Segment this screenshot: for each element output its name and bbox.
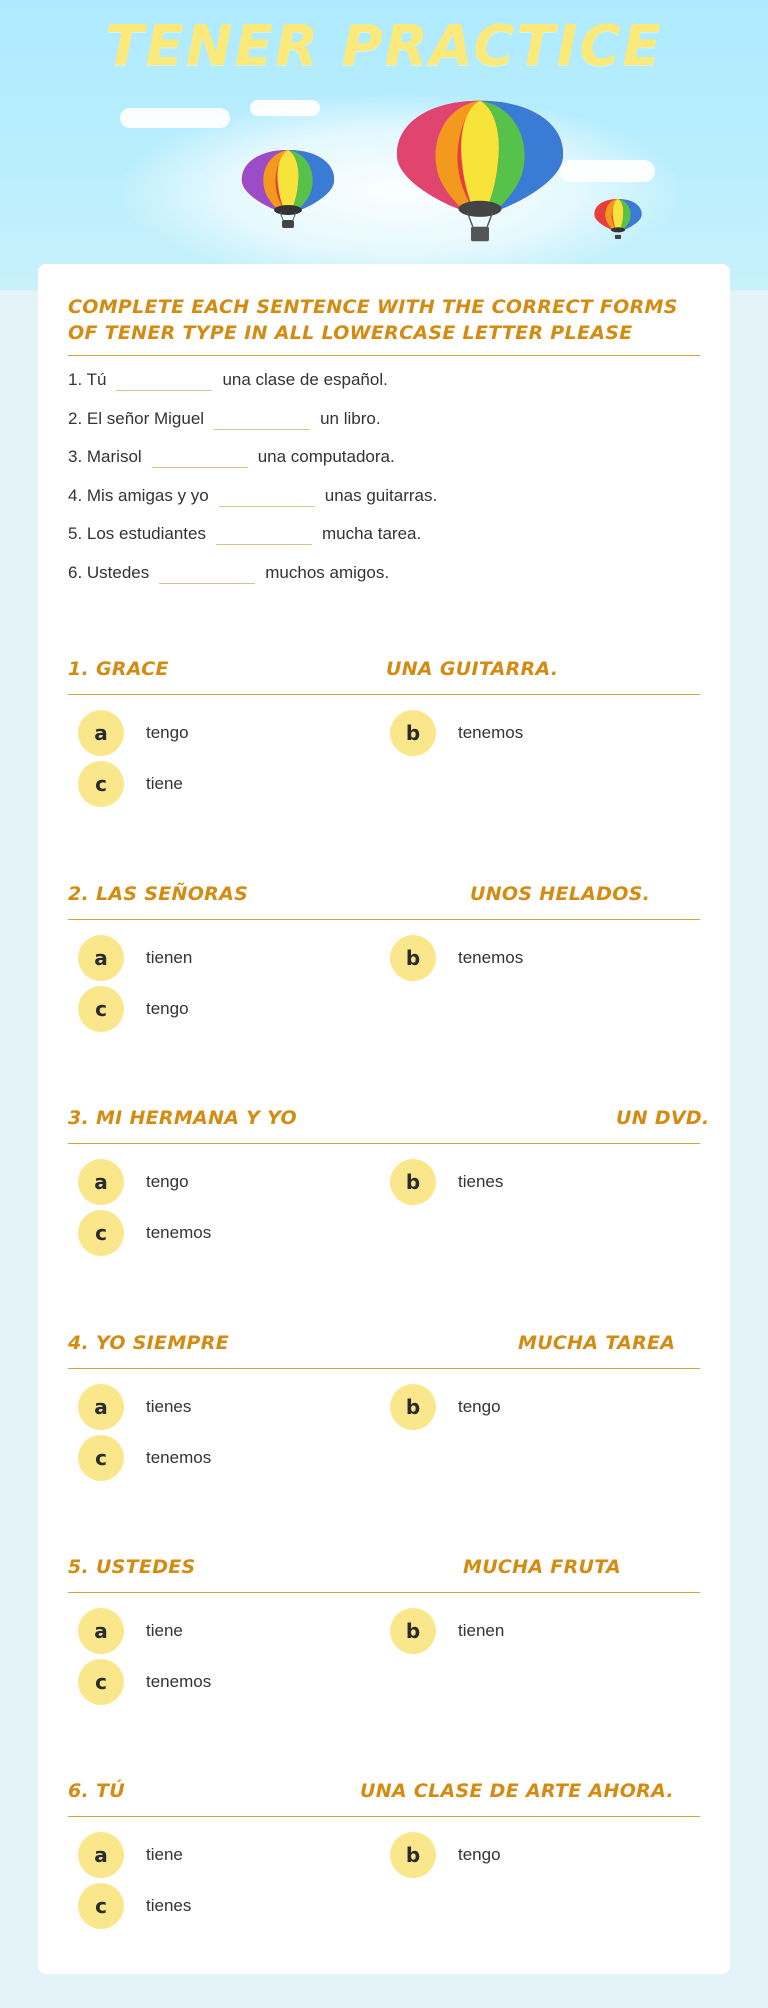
cloud-icon <box>120 108 230 128</box>
cloud-icon <box>250 100 320 116</box>
hot-air-balloon-icon <box>390 96 570 246</box>
answer-blank[interactable] <box>214 407 310 430</box>
question-title: 6. TÚ <box>68 1780 125 1802</box>
divider <box>68 1592 700 1593</box>
option-text: tenemos <box>146 1672 212 1691</box>
fill-in-sentence <box>68 484 437 507</box>
option-text: tienen <box>146 948 193 967</box>
option-a[interactable] <box>78 710 189 756</box>
sentence-start: 1. Tú <box>68 369 107 389</box>
option-text: tenemos <box>146 1448 212 1467</box>
instructions-heading: COMPLETE EACH SENTENCE WITH THE CORRECT FORMS OF TENER TYPE IN ALL LOWERCASE LETTER PLEASE <box>68 296 678 344</box>
option-text: tengo <box>146 1172 189 1191</box>
sentence-end: muchos amigos. <box>265 562 390 582</box>
option-letter: b <box>390 1384 436 1430</box>
option-c[interactable] <box>78 761 183 807</box>
answer-blank[interactable] <box>159 561 255 584</box>
option-a[interactable] <box>78 1608 183 1654</box>
sentence-end: unas guitarras. <box>324 485 438 505</box>
option-letter: b <box>390 1159 436 1205</box>
option-letter: a <box>78 1384 124 1430</box>
option-text: tengo <box>458 1397 501 1416</box>
page-title: TENER PRACTICE <box>105 14 663 79</box>
option-text: tengo <box>146 723 189 742</box>
option-text: tiene <box>146 774 183 793</box>
option-a[interactable] <box>78 1832 183 1878</box>
option-text: tienes <box>146 1896 192 1915</box>
option-text: tiene <box>146 1845 183 1864</box>
option-text: tengo <box>146 999 189 1018</box>
option-letter: c <box>78 1883 124 1929</box>
option-text: tengo <box>458 1845 501 1864</box>
answer-blank[interactable] <box>152 445 248 468</box>
option-letter: b <box>390 1832 436 1878</box>
hot-air-balloon-icon <box>238 148 338 230</box>
option-b[interactable] <box>390 1159 503 1205</box>
option-a[interactable] <box>78 935 192 981</box>
option-b[interactable] <box>390 935 523 981</box>
option-letter: c <box>78 1210 124 1256</box>
option-a[interactable] <box>78 1159 189 1205</box>
option-text: tienes <box>146 1397 192 1416</box>
option-text: tiene <box>146 1621 183 1640</box>
option-c[interactable] <box>78 1435 211 1481</box>
sentence-end: un libro. <box>320 408 381 428</box>
option-c[interactable] <box>78 986 189 1032</box>
sentence-start: 3. Marisol <box>68 446 142 466</box>
divider <box>68 1816 700 1817</box>
question-title: 3. MI HERMANA Y YO <box>68 1107 297 1129</box>
option-b[interactable] <box>390 1832 501 1878</box>
fill-in-sentence <box>68 445 395 468</box>
option-letter: b <box>390 1608 436 1654</box>
question-title: 2. LAS SEÑORAS <box>68 883 249 905</box>
divider <box>68 919 700 920</box>
option-a[interactable] <box>78 1384 191 1430</box>
sentence-start: 2. El señor Miguel <box>68 408 205 428</box>
sentence-start: 5. Los estudiantes <box>68 523 206 543</box>
answer-blank[interactable] <box>219 484 315 507</box>
question-title: 1. GRACE <box>68 658 169 680</box>
option-letter: b <box>390 710 436 756</box>
answer-blank[interactable] <box>216 522 312 545</box>
sentence-end: mucha tarea. <box>321 523 422 543</box>
fill-in-sentence <box>68 522 421 545</box>
divider <box>68 355 700 356</box>
option-text: tenemos <box>458 723 524 742</box>
hot-air-balloon-icon <box>592 198 644 240</box>
option-c[interactable] <box>78 1883 191 1929</box>
question-object: MUCHA TAREA <box>518 1332 676 1354</box>
divider <box>68 694 700 695</box>
sentence-end: una computadora. <box>257 446 395 466</box>
sentence-start: 4. Mis amigas y yo <box>68 485 209 505</box>
question-object: UNA GUITARRA. <box>386 658 559 680</box>
divider <box>68 1368 700 1369</box>
option-letter: b <box>390 935 436 981</box>
option-text: tenemos <box>146 1223 212 1242</box>
question-object: UN DVD. <box>616 1107 710 1129</box>
question-object: MUCHA FRUTA <box>463 1556 622 1578</box>
option-b[interactable] <box>390 1608 504 1654</box>
question-object: UNA CLASE DE ARTE AHORA. <box>360 1780 674 1802</box>
option-c[interactable] <box>78 1659 211 1705</box>
option-text: tienen <box>458 1621 505 1640</box>
worksheet-card <box>38 264 730 1974</box>
option-letter: a <box>78 1832 124 1878</box>
sentence-start: 6. Ustedes <box>68 562 150 582</box>
option-letter: a <box>78 935 124 981</box>
option-b[interactable] <box>390 710 523 756</box>
option-letter: c <box>78 1659 124 1705</box>
divider <box>68 1143 700 1144</box>
hero-banner <box>0 0 768 290</box>
option-c[interactable] <box>78 1210 211 1256</box>
question-title: 5. USTEDES <box>68 1556 196 1578</box>
option-text: tienes <box>458 1172 504 1191</box>
question-title: 4. YO SIEMPRE <box>68 1332 229 1354</box>
sentence-end: una clase de español. <box>222 369 388 389</box>
option-letter: c <box>78 1435 124 1481</box>
option-letter: a <box>78 1159 124 1205</box>
question-object: UNOS HELADOS. <box>470 883 651 905</box>
fill-in-sentence <box>68 407 381 430</box>
option-letter: a <box>78 1608 124 1654</box>
cloud-icon <box>560 160 655 182</box>
option-letter: c <box>78 986 124 1032</box>
fill-in-sentence <box>68 368 388 391</box>
option-b[interactable] <box>390 1384 501 1430</box>
option-text: tenemos <box>458 948 524 967</box>
option-letter: a <box>78 710 124 756</box>
answer-blank[interactable] <box>116 368 212 391</box>
fill-in-sentence <box>68 561 389 584</box>
option-letter: c <box>78 761 124 807</box>
